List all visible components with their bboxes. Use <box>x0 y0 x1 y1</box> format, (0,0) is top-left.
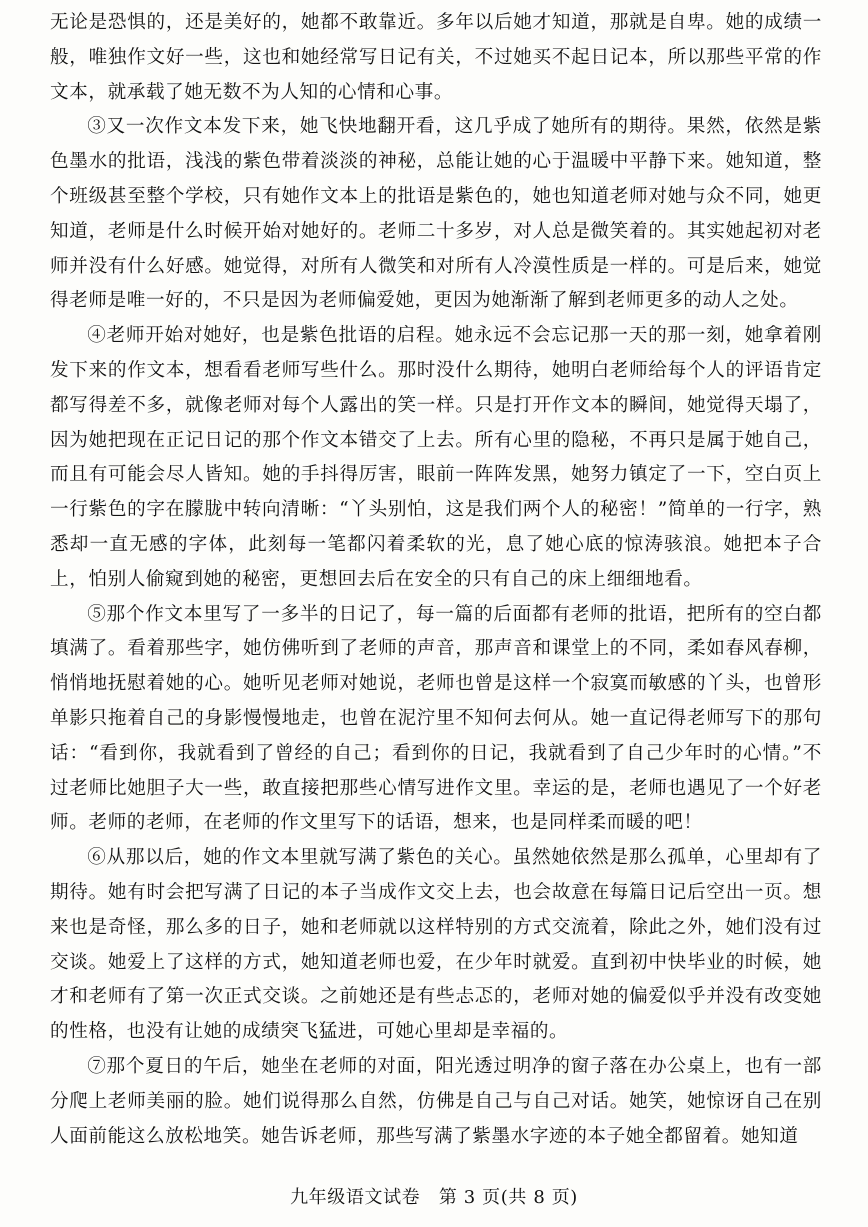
paragraph-4: ④老师开始对她好，也是紫色批语的启程。她永远不会忘记那一天的那一刻，她拿着刚发下来的作文本，想看看老师写些什么。那时没什么期待，她明白老师给每个人的评语肯定都写得差不多，就像老师对每个人露出的笑一样。只是打开作文本的瞬间，她觉得天塌了，因为她把现在正记日记的那个作文本错交了上去。所有心里的隐秘，不再只是属于她自己，而且有可能会尽人皆知。她的手抖得厉害，眼前一阵阵发黑，她努力镇定了一下，空白页上一行紫色的字在朦胧中转向清晰：“丫头别怕，这是我们两个人的秘密！”简单的一行字，熟悉却一直无感的字体，此刻每一笔都闪着柔软的光，息了她心底的惊涛骇浪。她把本子合上，怕别人偷窥到她的秘密，更想回去后在安全的只有自己的床上细细地看。 <box>50 325 822 590</box>
paragraph-6: ⑥从那以后，她的作文本里就写满了紫色的关心。虽然她依然是那么孤单，心里却有了期待。她有时会把写满了日记的本子当成作文交上去，也会故意在每篇日记后空出一页。想来也是奇怪，那么多的日子，她和老师就以这样特别的方式交流着，除此之外，她们没有过交谈。她爱上了这样的方式，她知道老师也爱，在少年时就爱。直到初中快毕业的时候，她才和老师有了第一次正式交谈。之前她还是有些忐忑的，老师对她的偏爱似乎并没有改变她的性格，也没有让她的成绩突飞猛进，可她心里却是幸福的。 <box>50 847 822 1043</box>
paragraph-7: ⑦那个夏日的午后，她坐在老师的对面，阳光透过明净的窗子落在办公桌上，也有一部分爬上老师美丽的脸。她们说得那么自然，仿佛是自己与自己对话。她笑，她惊讶自己在别人面前能这么放松地笑。她告诉老师，那些写满了紫墨水字迹的本子她全都留着。她知道 <box>50 1055 822 1147</box>
page-footer: 九年级语文试卷 第 3 页(共 8 页) <box>290 1187 578 1208</box>
paragraph-continued: 无论是恐惧的，还是美好的，她都不敢靠近。多年以后她才知道，那就是自卑。她的成绩一般，唯独作文好一些，这也和她经常写日记有关，不过她买不起日记本，所以那些平常的作文本，就承载了她无数不为人知的心情和心事。 <box>50 12 822 103</box>
paragraph-3: ③又一次作文本发下来，她飞快地翻开看，这几乎成了她所有的期待。果然，依然是紫色墨水的批语，浅浅的紫色带着淡淡的神秘，总能让她的心于温暖中平静下来。她知道，整个班级甚至整个学校，只有她作文本上的批语是紫色的，她也知道老师对她与众不同，她更知道，老师是什么时候开始对她好的。老师二十多岁，对人总是微笑着的。其实她起初对老师并没有什么好感。她觉得，对所有人微笑和对所有人冷漠性质是一样的。可是后来，她觉得老师是唯一好的，不只是因为老师偏爱她，更因为她渐渐了解到老师更多的动人之处。 <box>50 116 822 312</box>
paragraph-5: ⑤那个作文本里写了一多半的日记了，每一篇的后面都有老师的批语，把所有的空白都填满了。看着那些字，她仿佛听到了老师的声音，那声音和课堂上的不同，柔如春风春柳，悄悄地抚慰着她的心。她听见老师对她说，老师也曾是这样一个寂寞而敏感的丫头，也曾形单影只拖着自己的身影慢慢地走，也曾在泥泞里不知何去何从。她一直记得老师写下的那句话：“看到你，我就看到了曾经的自己；看到你的日记，我就看到了自己少年时的心情。”不过老师比她胆子大一些，敢直接把那些心情写进作文里。幸运的是，老师也遇见了一个好老师。老师的老师，在老师的作文里写下的话语，想来，也是同样柔而暖的吧！ <box>50 603 822 834</box>
passage-text <box>50 6 822 1154</box>
